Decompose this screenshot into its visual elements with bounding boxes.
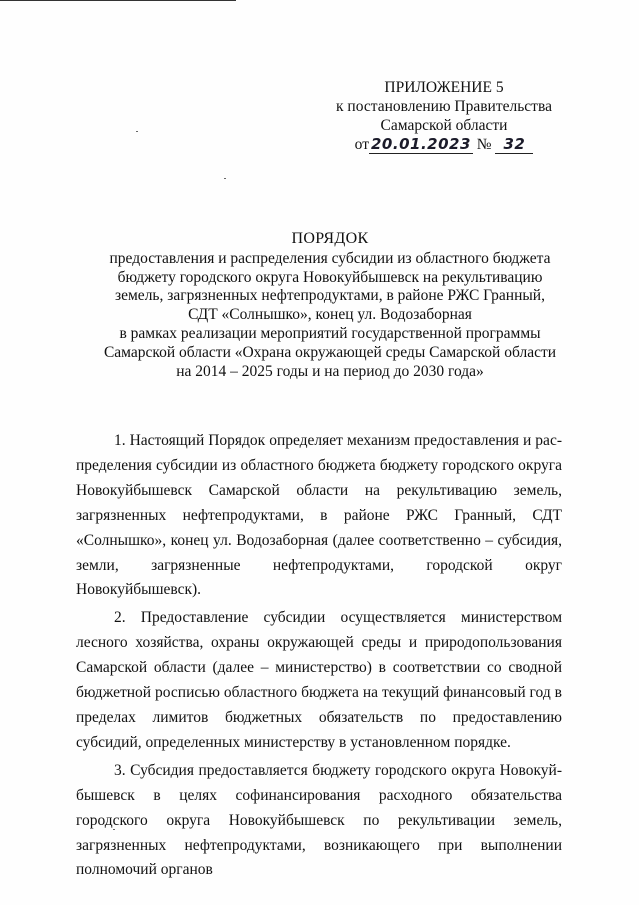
paragraph-1: 1. Настоящий Порядок определяет механизм предоставления и распределения субсидии из областного бюджета бюджету городского округа Новокуйбышевск Самарской области на рекультивацию земель, загрязненных нефтепродуктами, в районе РЖС Гранный, СДТ «Солнышко», конец ул. Водозаборная (далее соответственно – субсидия, земли, загрязненные нефтепродуктами, городской округ Новокуйбышевск). [76, 432, 562, 599]
appendix-region: Самарской области [380, 117, 508, 134]
handwritten-number: 32 [495, 135, 533, 154]
appendix-date-line [310, 135, 578, 154]
title-line: в рамках реализации мероприятий государственной программы [119, 324, 541, 342]
title-heading: ПОРЯДОК [291, 230, 369, 247]
number-prefix: № [476, 136, 492, 153]
handwritten-date: 20.01.2023 [371, 135, 471, 153]
title-line: земель, загрязненных нефтепродуктами, в районе РЖС Гранный, [115, 287, 545, 305]
paragraph-2: 2. Предоставление субсидии осуществляется министерством лесного хозяйства, охраны окружающей среды и природопользования Самарской области (далее – министерство) в соответствии со сводной бюджетной росписью областного бюджета на текущий финансовый год в пределах лимитов бюджетных обязательств по предоставлению субсидий, определенных министерству в установленном порядке. [76, 609, 562, 751]
scan-speck [136, 131, 138, 132]
date-prefix: от [354, 136, 369, 153]
title-line: Самарской области «Охрана окружающей среды Самарской области [103, 343, 557, 361]
title-line: предоставления и распределения субсидии из областного бюджета [109, 249, 551, 267]
appendix-number: ПРИЛОЖЕНИЕ 5 [384, 79, 504, 96]
document-body [76, 429, 562, 886]
document-title [60, 230, 600, 381]
appendix-block [310, 78, 578, 154]
title-line: бюджету городского округа Новокуйбышевск на рекультивацию [117, 268, 543, 286]
scan-edge-line [0, 0, 236, 1]
scan-speck [224, 178, 226, 179]
paragraph-3: 3. Субсидия предоставляется бюджету городского округа Новокуйбышевск в целях софинансирования расходного обязательства городского округа Новокуйбышевск по рекультивации земель, загрязненных нефтепродуктами, возникающего при выполнении полномочий органов [76, 761, 562, 879]
title-line: на 2014 – 2025 годы и на период до 2030 года» [176, 362, 484, 380]
appendix-reference: к постановлению Правительства [336, 98, 552, 115]
title-line: СДТ «Солнышко», конец ул. Водозаборная [188, 306, 472, 324]
